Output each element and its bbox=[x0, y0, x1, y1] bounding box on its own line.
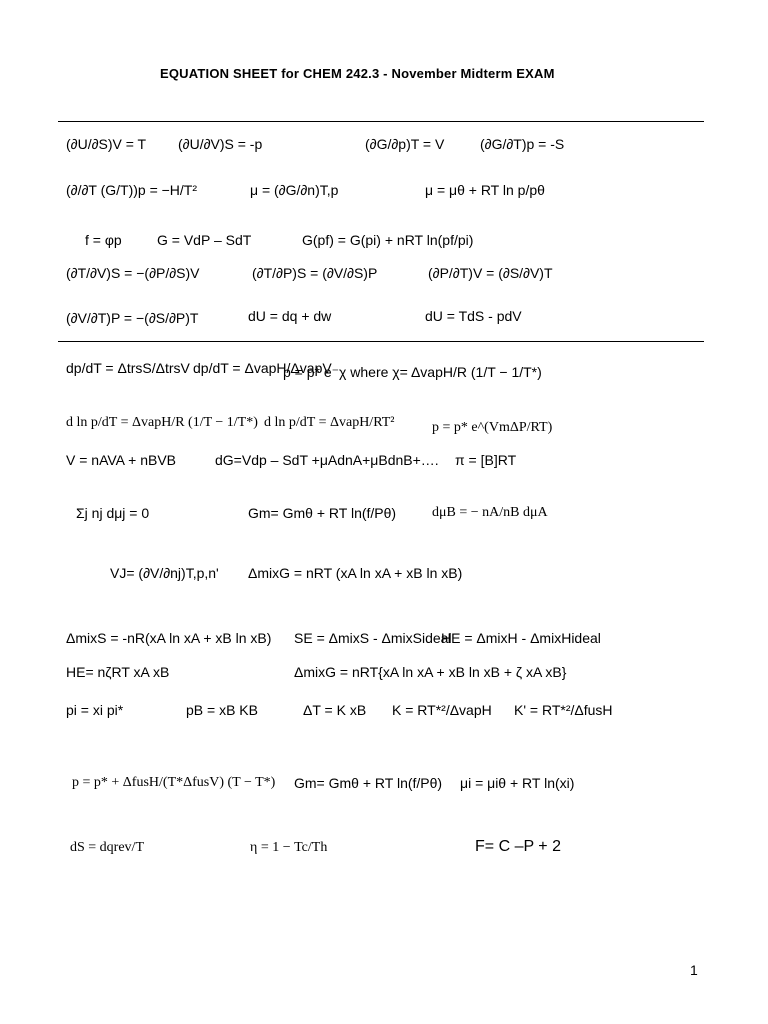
equation-partial-molar-volume: V = nAVA + nBVB bbox=[66, 452, 176, 468]
page-number: 1 bbox=[690, 962, 698, 978]
equation-osmotic-pressure: π = [B]RT bbox=[455, 452, 517, 468]
equation-dG: G = VdP – SdT bbox=[157, 232, 252, 248]
equation-ebullioscopic-constant: K = RT*²/ΔvapH bbox=[392, 702, 492, 718]
equation-dmu-B: dμB = − nA/nB dμA bbox=[432, 505, 548, 520]
equation-gibbs-helmholtz: (∂/∂T (G/T))p = −H/T² bbox=[66, 182, 198, 198]
equation-henry: pB = xB KB bbox=[186, 702, 258, 718]
equation-melting-line: p = p* + ΔfusH/(T*ΔfusV) (T − T*) bbox=[72, 775, 276, 790]
equation-dU-first-law: dU = dq + dw bbox=[248, 308, 332, 324]
equation-molar-gibbs-fugacity: Gm= Gmθ + RT ln(f/Pθ) bbox=[248, 505, 397, 521]
equation-regular-solution-HE: HE= nζRT xA xB bbox=[66, 664, 170, 680]
equation-dU-fundamental: dU = TdS - pdV bbox=[425, 308, 522, 324]
equation-excess-entropy: SE = ΔmixS - ΔmixSideal bbox=[294, 630, 452, 646]
equation-vapor-pressure-chi: p = p* e⁻χ where χ= ΔvapH/R (1/T − 1/T*) bbox=[283, 364, 542, 380]
equation-fundamental-dG: dG=Vdp – SdT +μAdnA+μBdnB+…. bbox=[215, 452, 439, 468]
equation-maxwell-1: (∂T/∂V)S = −(∂P/∂S)V bbox=[66, 265, 200, 281]
equation-dU-dS: (∂U/∂S)V = T bbox=[66, 136, 147, 152]
equation-entropy-change: dS = dqrev/T bbox=[70, 840, 144, 855]
equation-colligative: ΔT = K xB bbox=[303, 702, 367, 718]
equation-dG-dp: (∂G/∂p)T = V bbox=[365, 136, 445, 152]
equation-G-pressure: G(pf) = G(pi) + nRT ln(pf/pi) bbox=[302, 232, 474, 248]
equation-mixing-entropy: ΔmixS = -nR(xA ln xA + xB ln xB) bbox=[66, 630, 272, 646]
equation-chemical-potential: μ = (∂G/∂n)T,p bbox=[250, 182, 339, 198]
equation-regular-solution-G: ΔmixG = nRT{xA ln xA + xB ln xB + ζ xA xB} bbox=[294, 664, 567, 680]
equation-clausius-clapeyron-2: d ln p/dT = ΔvapH/RT² bbox=[264, 415, 395, 430]
equation-partial-molar-VJ: VJ= (∂V/∂nj)T,p,n' bbox=[110, 565, 219, 581]
equation-ideal-solution-mu: μi = μiθ + RT ln(xi) bbox=[460, 775, 575, 791]
equation-mu-pressure: μ = μθ + RT ln p/pθ bbox=[425, 182, 545, 198]
equation-pressure-effect: p = p* e^(VmΔP/RT) bbox=[432, 420, 553, 435]
equation-fugacity: f = φp bbox=[85, 232, 122, 248]
equation-molar-gibbs-fugacity-2: Gm= Gmθ + RT ln(f/Pθ) bbox=[294, 775, 443, 791]
page-title: EQUATION SHEET for CHEM 242.3 - November Midterm EXAM bbox=[160, 66, 555, 81]
equation-maxwell-4: (∂V/∂T)P = −(∂S/∂P)T bbox=[66, 310, 199, 326]
equation-mixing-gibbs: ΔmixG = nRT (xA ln xA + xB ln xB) bbox=[248, 565, 463, 581]
equation-gibbs-duhem: Σj nj dμj = 0 bbox=[76, 505, 150, 521]
equation-maxwell-3: (∂P/∂T)V = (∂S/∂V)T bbox=[428, 265, 553, 281]
equation-phase-rule: F= C –P + 2 bbox=[475, 838, 561, 855]
equation-cryoscopic-constant: K' = RT*²/ΔfusH bbox=[514, 702, 613, 718]
equation-dU-dV: (∂U/∂V)S = -p bbox=[178, 136, 263, 152]
divider-top bbox=[58, 121, 704, 122]
equation-clausius-clapeyron-1: d ln p/dT = ΔvapH/R (1/T − 1/T*) bbox=[66, 415, 258, 430]
equation-clapeyron: dp/dT = ΔtrsS/ΔtrsV bbox=[66, 360, 190, 376]
equation-raoult: pi = xi pi* bbox=[66, 702, 124, 718]
equation-excess-enthalpy: HE = ΔmixH - ΔmixHideal bbox=[441, 630, 601, 646]
equation-carnot-efficiency: η = 1 − Tc/Th bbox=[250, 840, 328, 855]
divider-middle bbox=[58, 341, 704, 342]
equation-maxwell-2: (∂T/∂P)S = (∂V/∂S)P bbox=[252, 265, 378, 281]
equation-clapeyron-vap: dp/dT = ΔvapH/ΔvapV bbox=[193, 360, 332, 376]
equation-dG-dT: (∂G/∂T)p = -S bbox=[480, 136, 565, 152]
